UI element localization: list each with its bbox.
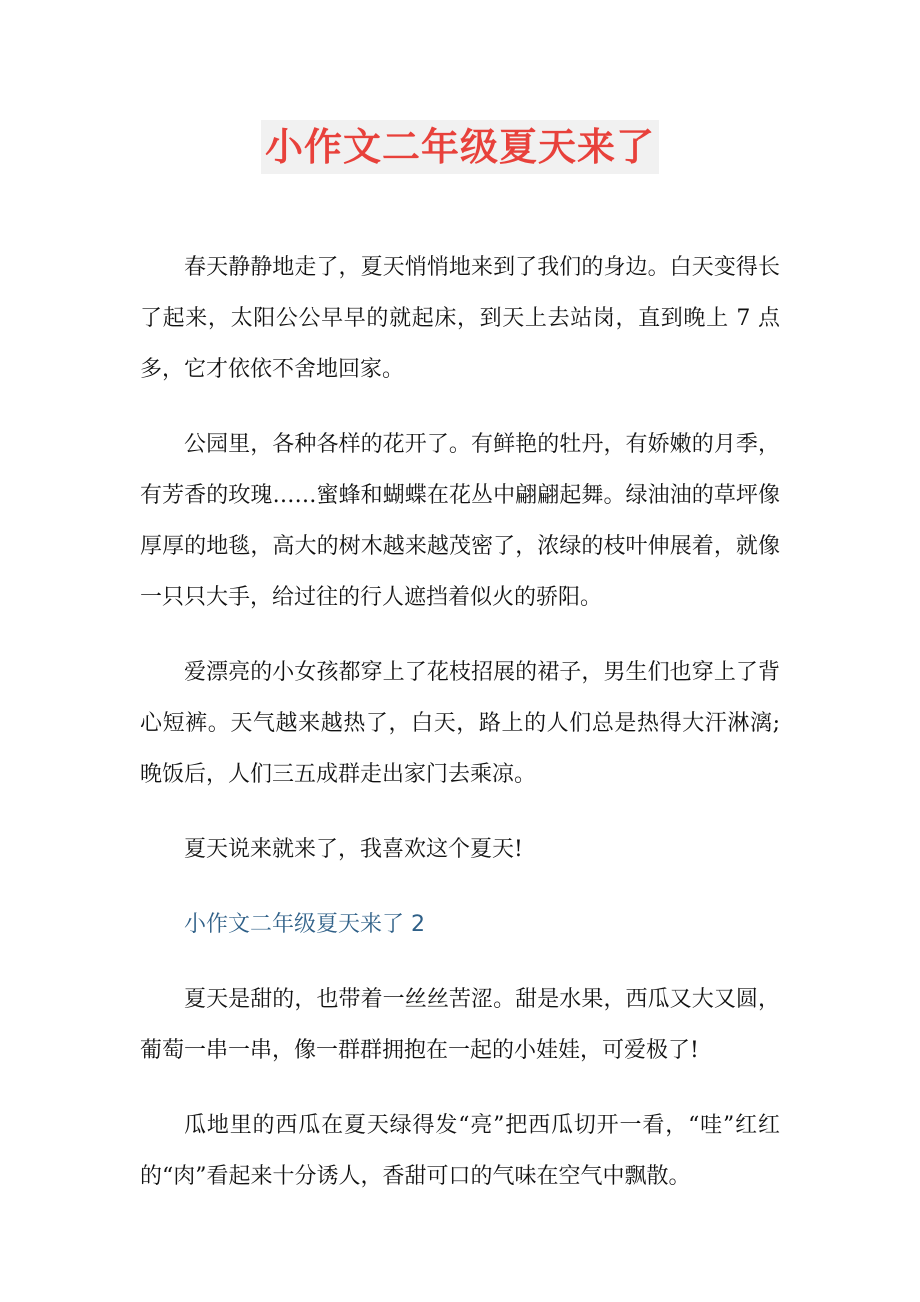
document-title: 小作文二年级夏天来了 — [261, 120, 659, 174]
paragraph-2: 公园里，各种各样的花开了。有鲜艳的牡丹，有娇嫩的月季，有芳香的玫瑰……蜜蜂和蝴蝶在花丛中翩翩起舞。绿油油的草坪像厚厚的地毯，高大的树木越来越茂密了，浓绿的枝叶伸展着，就像一只只大手，给过往的行人遮挡着似火的骄阳。 — [140, 432, 780, 610]
document-body — [140, 242, 780, 1226]
paragraph-1: 春天静静地走了，夏天悄悄地来到了我们的身边。白天变得长了起来，太阳公公早早的就起床，到天上去站岗，直到晚上 7 点多，它才依依不舍地回家。 — [140, 255, 780, 382]
section-subheading: 小作文二年级夏天来了 2 — [184, 912, 425, 937]
paragraph-4: 夏天说来就来了，我喜欢这个夏天! — [184, 837, 523, 862]
paragraph-6: 瓜地里的西瓜在夏天绿得发“亮”把西瓜切开一看，“哇”红红的“肉”看起来十分诱人，香甜可口的气味在空气中飘散。 — [140, 1113, 780, 1189]
paragraph-3: 爱漂亮的小女孩都穿上了花枝招展的裙子，男生们也穿上了背心短裤。天气越来越热了，白天，路上的人们总是热得大汗淋漓;晚饭后，人们三五成群走出家门去乘凉。 — [140, 660, 780, 787]
title-container — [0, 120, 920, 174]
paragraph-5: 夏天是甜的，也带着一丝丝苦涩。甜是水果，西瓜又大又圆，葡萄一串一串，像一群群拥抱在一起的小娃娃，可爱极了! — [140, 987, 780, 1063]
